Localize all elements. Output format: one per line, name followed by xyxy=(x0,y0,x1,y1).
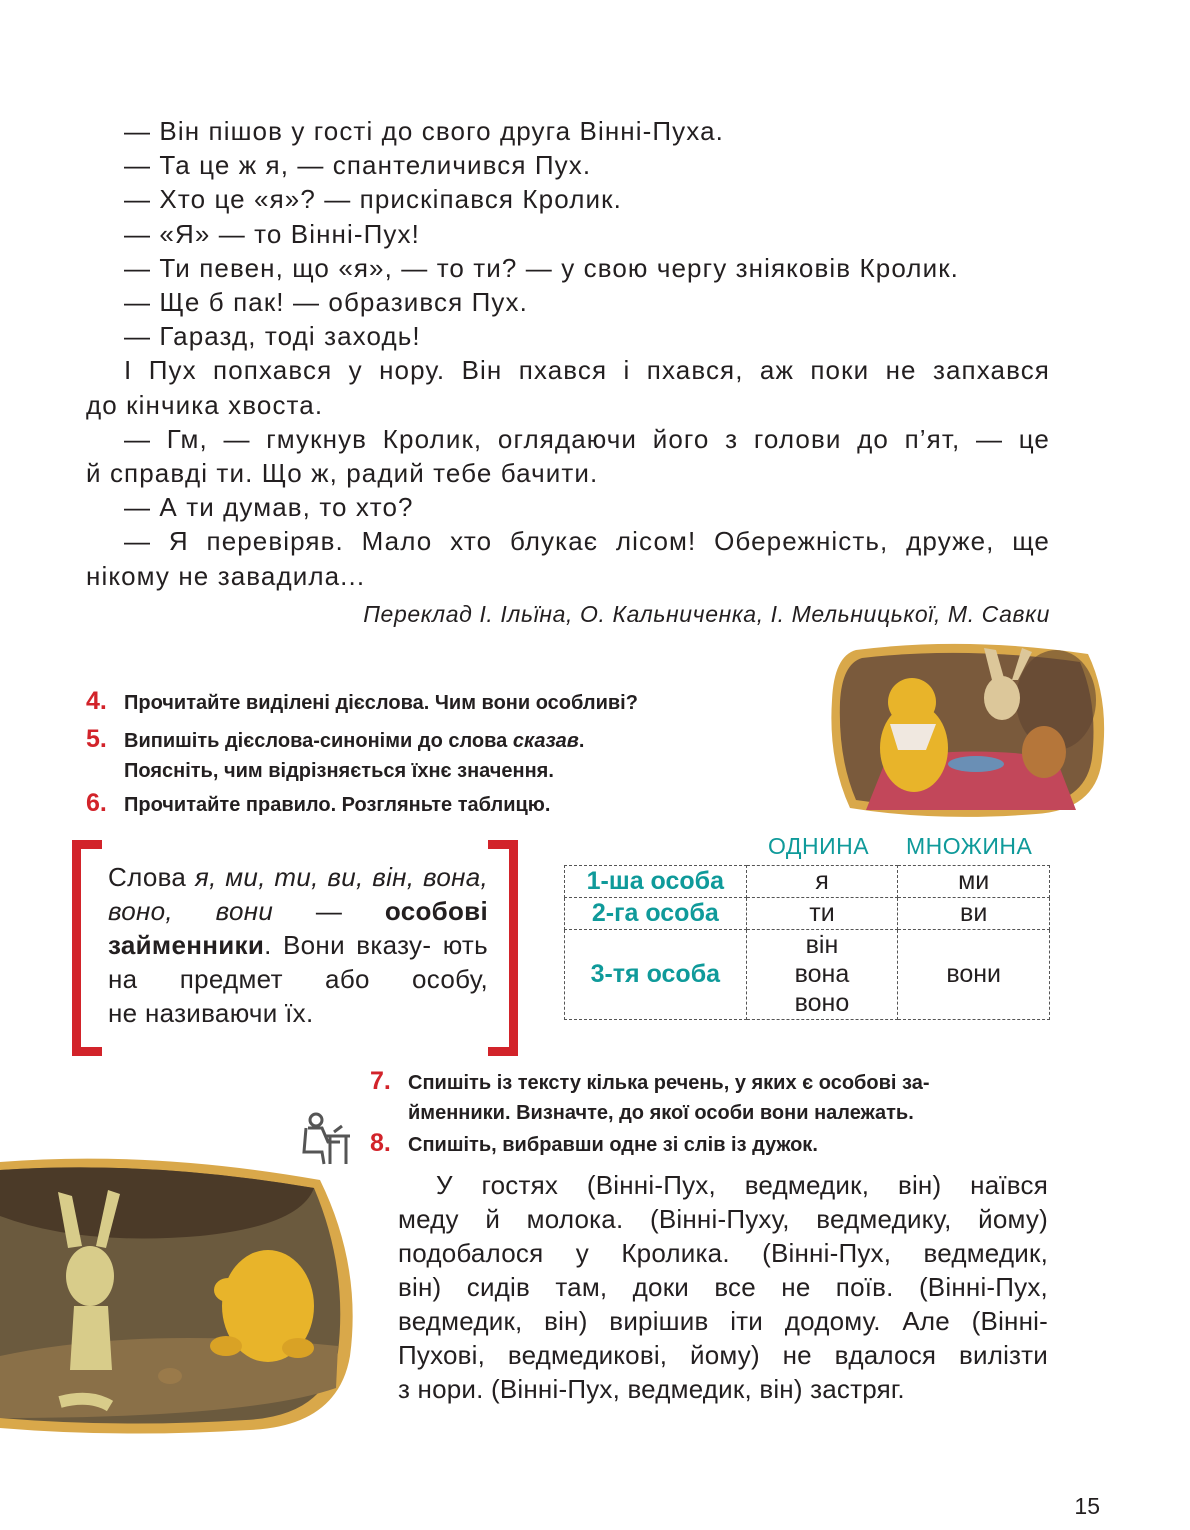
rule-fragment: Слова xyxy=(108,862,195,892)
task-text: Прочитайте правило. Розгляньте таблицю. xyxy=(124,794,551,816)
rule-pronouns: вона, воно, вони xyxy=(108,862,488,926)
table-cell-singular: я xyxy=(746,866,898,898)
story-text xyxy=(86,114,1050,593)
task-6 xyxy=(86,788,550,820)
table-cell-plural: вони xyxy=(898,930,1050,1020)
task-text: Спишіть із тексту кілька речень, у яких є особові за- xyxy=(408,1072,930,1094)
task-number: 7. xyxy=(370,1067,391,1095)
task-5 xyxy=(86,724,584,786)
task-text: Прочитайте виділені дієслова. Чим вони особливі? xyxy=(124,692,638,714)
task-text: . xyxy=(578,730,585,752)
exercise-line: він) сидів там, доки все не поїв. (Вінні-Пух, xyxy=(398,1272,1048,1302)
task-text: йменники. Визначте, до якої особи вони належать. xyxy=(408,1102,914,1124)
task-keyword: сказав xyxy=(512,730,579,752)
column-header-plural: МНОЖИНА xyxy=(906,833,1033,859)
rule-term: займенники xyxy=(108,930,265,960)
table-cell-plural: ми xyxy=(898,866,1050,898)
table-row xyxy=(565,898,1050,930)
narration-line: до кінчика хвоста. xyxy=(86,389,324,420)
column-header-singular: ОДНИНА xyxy=(768,833,870,859)
exercise-line: з нори. (Вінні-Пух, ведмедик, він) застряг. xyxy=(398,1374,905,1404)
translation-credit: Переклад І. Ільїна, О. Кальниченка, І. Мельницької, М. Савки xyxy=(363,601,1050,627)
task-text: Випишіть дієслова-синоніми до слова xyxy=(124,730,513,752)
table-row xyxy=(565,930,1050,1020)
rule-pronouns: я, ми, ти, ви, він, xyxy=(194,862,415,892)
task-7 xyxy=(370,1066,930,1128)
exercise-line: ведмедик, він) вирішив іти додому. Але (Вінні- xyxy=(398,1306,1048,1336)
table-cell-singular: ти xyxy=(746,898,898,930)
task-number: 8. xyxy=(370,1129,391,1157)
task-number: 5. xyxy=(86,725,107,753)
task-4 xyxy=(86,686,638,718)
dialogue-line: — А ти думав, то хто? xyxy=(124,492,414,523)
task-text: Спишіть, вибравши одне зі слів із дужок. xyxy=(408,1134,818,1156)
dialogue-line: — Хто це «я»? — прискіпався Кролик. xyxy=(124,184,622,215)
narration-line: І Пух попхався у нору. Він пхався і пхався, аж поки не запхався xyxy=(124,355,1050,386)
dialogue-line: й справді ти. Що ж, радий тебе бачити. xyxy=(86,458,599,489)
exercise-line: У гостях (Вінні-Пух, ведмедик, він) наївся xyxy=(436,1170,1048,1200)
task-8 xyxy=(370,1128,818,1160)
dialogue-line: — Та це ж я, — спантеличився Пух. xyxy=(124,150,592,181)
rule-bracket-right xyxy=(488,840,518,1056)
rule-fragment: — xyxy=(273,896,385,926)
dialogue-line: — Ти певен, що «я», — то ти? — у свою чергу зніяковів Кролик. xyxy=(124,252,960,283)
dialogue-line: — Гаразд, тоді заходь! xyxy=(124,321,421,352)
pronoun: він xyxy=(805,931,839,959)
table-cell-person: 2-га особа xyxy=(565,898,747,930)
pronoun-table xyxy=(564,865,1050,1020)
rule-box xyxy=(72,840,518,1056)
rule-fragment: не називаючи їх. xyxy=(108,998,314,1028)
dialogue-line: — Гм, — гмукнув Кролик, оглядаючи його з голови до п’ят, — це xyxy=(124,423,1050,454)
exercise-text xyxy=(398,1168,1048,1406)
task-number: 4. xyxy=(86,687,107,715)
pronoun: вона xyxy=(794,960,850,988)
rule-text xyxy=(108,860,488,1030)
rule-term: особові xyxy=(384,896,488,926)
task-text: Поясніть, чим відрізняється їхнє значення. xyxy=(124,760,554,782)
dialogue-line: — Він пішов у гості до свого друга Вінні-Пуха. xyxy=(124,116,724,146)
rule-bracket-left xyxy=(72,840,102,1056)
dialogue-line: — Я перевіряв. Мало хто блукає лісом! Обережність, друже, ще xyxy=(124,526,1050,557)
illustration-pooh-stuck xyxy=(0,1156,362,1436)
table-cell-person: 3-тя особа xyxy=(565,930,747,1020)
table-cell-singular xyxy=(746,930,898,1020)
exercise-line: Пухові, ведмедикові, йому) не вдалося вилізти xyxy=(398,1340,1048,1370)
illustration-pooh-rabbit-table xyxy=(826,640,1108,818)
dialogue-line: — Ще б пак! — образився Пух. xyxy=(124,287,528,318)
pronoun: воно xyxy=(794,989,850,1017)
table-cell-person: 1-ша особа xyxy=(565,866,747,898)
dialogue-line: нікому не завадила... xyxy=(86,560,366,591)
table-cell-plural: ви xyxy=(898,898,1050,930)
table-row xyxy=(565,866,1050,898)
task-number: 6. xyxy=(86,789,107,817)
dialogue-line: — «Я» — то Вінні-Пух! xyxy=(124,218,420,249)
page-number: 15 xyxy=(1074,1493,1100,1519)
rule-fragment: . Вони вказу- xyxy=(264,930,432,960)
exercise-line: меду й молока. (Вінні-Пуху, ведмедику, йому) xyxy=(398,1204,1048,1234)
rule-fragment: ють на предмет або особу, xyxy=(108,930,488,994)
exercise-line: подобалося у Кролика. (Вінні-Пух, ведмедик, xyxy=(398,1238,1048,1268)
